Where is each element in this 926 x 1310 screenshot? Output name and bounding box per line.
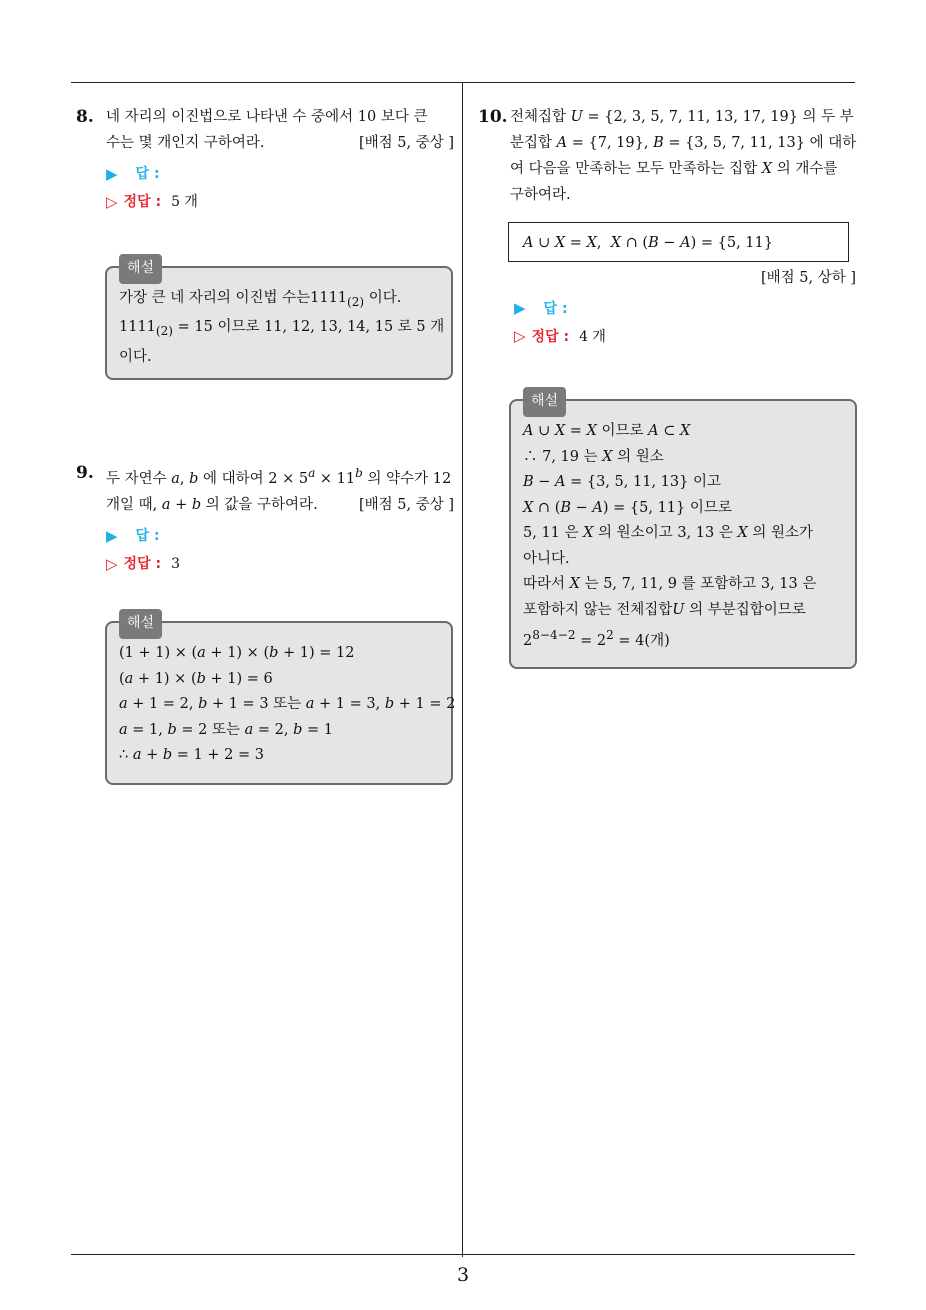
correct-value: 3 — [171, 555, 180, 572]
play-triangle-icon: ▶ — [514, 299, 526, 317]
condition-box — [508, 222, 849, 262]
condition-text: A ∪ X = X, X ∩ (B − A) = {5, 11} — [523, 235, 773, 251]
score-label: [배점 5, 중상 ] — [358, 496, 454, 513]
question-text-line: 네 자리의 이진법으로 나타낸 수 중에서 10 보다 큰 — [106, 109, 428, 125]
question-text-line: 여 다음을 만족하는 모두 만족하는 집합 X 의 개수를 — [510, 161, 838, 177]
explanation-line: 따라서 X 는 5, 7, 11, 9 를 포함하고 3, 13 은 — [523, 576, 817, 592]
bottom-rule — [71, 1254, 855, 1255]
question-9 — [76, 460, 454, 578]
explanation-tag: 해설 — [119, 254, 162, 284]
question-text-line: 구하여라. — [510, 187, 571, 203]
correct-label: 정답 : — [123, 555, 162, 572]
answer-row — [106, 522, 454, 550]
correct-label: 정답 : — [123, 194, 162, 210]
explanation-line: 5, 11 은 X 의 원소이고 3, 13 은 X 의 원소가 — [523, 525, 814, 541]
explanation-box-10 — [509, 393, 857, 669]
explanation-line: $2^{8-4-2} = 2^2 = 4$(개) — [523, 628, 670, 649]
explanation-box-8 — [105, 260, 453, 380]
explanation-line: B − A = {3, 5, 11, 13} 이고 — [523, 474, 721, 490]
outline-triangle-icon: ▷ — [106, 554, 118, 573]
question-10 — [478, 104, 858, 208]
explanation-line: a = 1, b = 2 또는 a = 2, b = 1 — [119, 721, 333, 738]
question-number: 9. — [76, 463, 94, 483]
correct-answer-row — [514, 322, 606, 350]
answer-label: 답 : — [135, 166, 160, 182]
answer-label: 답 : — [135, 527, 160, 544]
explanation-line: (a + 1) × (b + 1) = 6 — [119, 670, 273, 687]
explanation-tag: 해설 — [523, 387, 566, 417]
play-triangle-icon: ▶ — [106, 165, 118, 183]
explanation-line: a + 1 = 2, b + 1 = 3 또는 a + 1 = 3, b + 1 = 2 — [119, 696, 456, 712]
answer-block-10 — [514, 294, 606, 350]
answer-row — [514, 294, 606, 322]
correct-value: 4 개 — [579, 329, 606, 345]
correct-answer-row — [106, 550, 454, 578]
explanation-line: ∴ a + b = 1 + 2 = 3 — [119, 747, 264, 763]
outline-triangle-icon: ▷ — [514, 327, 526, 345]
explanation-line: 아니다. — [523, 550, 570, 567]
question-number: 10. — [478, 107, 508, 127]
question-text-line: 개일 때, a + b 의 값을 구하여라. — [106, 496, 318, 513]
explanation-tag: 해설 — [119, 609, 162, 639]
explanation-line: X ∩ (B − A) = {5, 11} 이므로 — [523, 499, 732, 516]
score-label: [배점 5, 상하 ] — [760, 270, 856, 286]
correct-value: 5 개 — [171, 194, 198, 210]
correct-answer-row — [106, 188, 454, 216]
question-text-line: 수는 몇 개인지 구하여라. — [106, 135, 265, 151]
explanation-line: A ∪ X = X 이므로 A ⊂ X — [523, 423, 691, 439]
explanation-line: 포함하지 않는 전체집합U 의 부분집합이므로 — [523, 601, 806, 618]
answer-row — [106, 160, 454, 188]
question-8 — [76, 104, 454, 216]
question-text-line: 두 자연수 a, b 에 대하여 $2 \times 5^a \times 11^b$ 의 약수가 12 — [106, 466, 452, 487]
correct-label: 정답 : — [531, 329, 570, 345]
explanation-line: 가장 큰 네 자리의 이진법 수는$1111_{(2)}$ 이다. — [119, 290, 402, 309]
question-number: 8. — [76, 107, 94, 127]
explanation-line: $1111_{(2)} = 15$ 이므로 11, 12, 13, 14, 15 로 5 개 — [119, 319, 445, 339]
explanation-line: 이다. — [119, 348, 152, 365]
answer-label: 답 : — [543, 301, 568, 317]
top-rule — [71, 82, 855, 83]
score-label: [배점 5, 중상 ] — [358, 135, 454, 151]
explanation-line: (1 + 1) × (a + 1) × (b + 1) = 12 — [119, 645, 355, 661]
column-divider — [462, 82, 463, 1257]
question-text-line: 전체집합 U = {2, 3, 5, 7, 11, 13, 17, 19} 의 두 부 — [510, 109, 854, 125]
explanation-box-9 — [105, 615, 456, 785]
outline-triangle-icon: ▷ — [106, 193, 118, 211]
play-triangle-icon: ▶ — [106, 526, 118, 545]
question-text-line: 분집합 A = {7, 19}, B = {3, 5, 7, 11, 13} 에 대하 — [510, 135, 857, 151]
explanation-line: ∴ 7, 19 는 X 의 원소 — [523, 448, 664, 465]
page-number: 3 — [456, 1264, 470, 1286]
